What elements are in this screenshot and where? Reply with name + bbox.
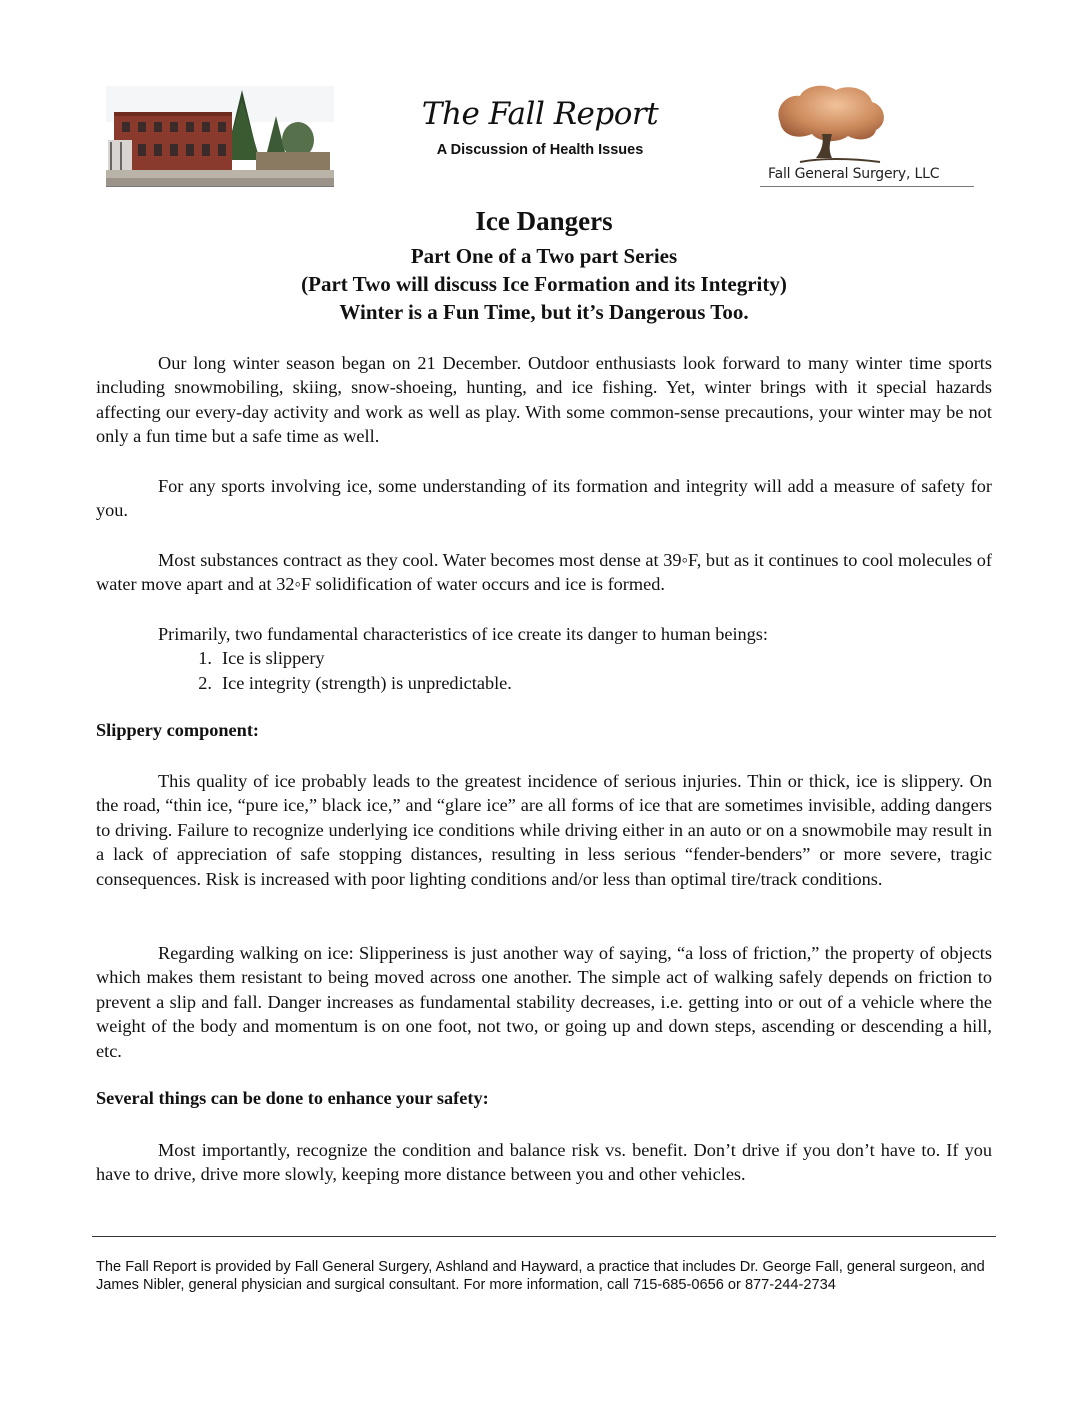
paragraph-characteristics [96,622,992,646]
newsletter-title: The Fall Report [421,96,659,132]
paragraph-text: Regarding walking on ice: Slipperiness is just another way of saying, “a loss of friction,” the property of objects which makes them resistant to being moved across one another. The simple act of walking safely depends on friction to prevent a slip and fall. Danger increases as fundamental stability decreases, i.e. getting into or out of a vehicle where the weight of the body and momentum is on one foot, not two, or going up and down steps, ascending or descending a hill, etc. [96,943,992,1061]
list-item [0,671,1088,696]
section-heading-slippery: Slippery component: [96,720,260,740]
paragraph-text: For any sports involving ice, some understanding of its formation and integrity will add a measure of safety for you. [96,476,992,521]
series-note: (Part Two will discuss Ice Formation and its Integrity) [301,272,787,296]
paragraph-walking [96,941,992,1063]
practice-name: Fall General Surgery, LLC [768,166,940,182]
footer-rule [92,1236,996,1237]
paragraph-text: Primarily, two fundamental characteristics of ice create its danger to human beings: [158,624,769,644]
paragraph-intro [96,351,992,449]
header-rule-right [760,186,974,187]
paragraph-ice-safety [96,474,992,523]
list-number: 1. [198,648,212,668]
paragraph-text: Our long winter season began on 21 December. Outdoor enthusiasts look forward to many winter time sports including snowmobiling, skiing, snow-shoeing, hunting, and ice fishing. Yet, winter brings with it special hazards affecting our every-day activity and work as well as play. With some common-sense precautions, your winter may be not only a fun time but a safe time as well. [96,353,992,447]
newsletter-subtitle: A Discussion of Health Issues [436,142,644,158]
tagline: Winter is a Fun Time, but it’s Dangerous Too. [339,300,749,324]
list-item [0,646,1088,671]
list-text: Ice is slippery [222,648,325,668]
paragraph-safety [96,1138,992,1187]
footer-text: The Fall Report is provided by Fall General Surgery, Ashland and Hayward, a practice that includes Dr. George Fall, general surgeon, and James Nibler, general physician and surgical consultant. For more information, call 715-685-0656 or 877-244-2734 [96,1259,985,1293]
series-subtitle: Part One of a Two part Series [410,244,678,268]
header-rule-left [106,186,334,187]
article-title: Ice Dangers [475,206,613,236]
list-number: 2. [198,673,212,693]
list-text: Ice integrity (strength) is unpredictable. [222,673,512,693]
paragraph-text: Most importantly, recognize the condition and balance risk vs. benefit. Don’t drive if you don’t have to. If you have to drive, drive more slowly, keeping more distance between you and other vehicles. [96,1140,992,1185]
section-heading-safety: Several things can be done to enhance your safety: [96,1088,489,1108]
paragraph-slippery [96,769,992,891]
tree-logo [770,82,890,166]
paragraph-text: Most substances contract as they cool. Water becomes most dense at 39◦F, but as it continues to cool molecules of water move apart and at 32◦F solidification of water occurs and ice is formed. [96,550,992,595]
paragraph-ice-formation [96,548,992,597]
paragraph-text: This quality of ice probably leads to the greatest incidence of serious injuries. Thin or thick, ice is slippery. On the road, “thin ice, “pure ice,” black ice,” and “glare ice” are all forms of ice that are sometimes invisible, adding dangers to driving. Failure to recognize underlying ice conditions while driving either in an auto or on a snowmobile may result in a lack of appreciation of safe stopping distances, resulting in less serious “fender-benders” or more severe, tragic consequences. Risk is increased with poor lighting conditions and/or less than optimal tire/track conditions. [96,771,992,889]
building-photo [106,86,334,186]
